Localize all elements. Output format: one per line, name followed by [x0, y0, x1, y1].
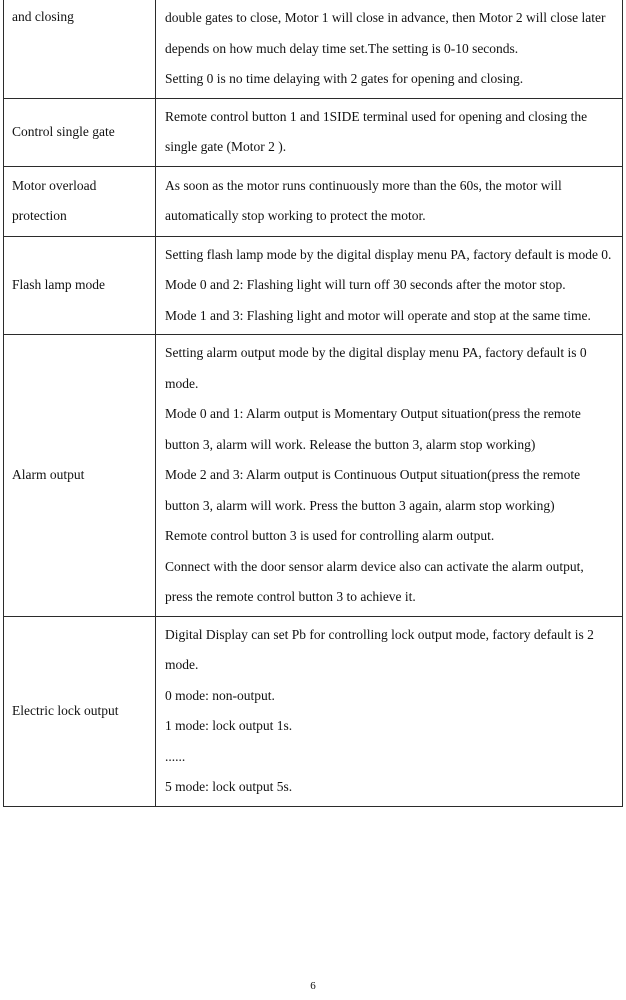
row-content [156, 166, 623, 236]
row-label: Motor overload protection [4, 166, 156, 236]
row-content [156, 616, 623, 806]
table-row [4, 166, 623, 236]
table-row [4, 98, 623, 166]
row-label: and closing [4, 0, 156, 98]
row-content [156, 0, 623, 98]
content-paragraph: Mode 1 and 3: Flashing light and motor will operate and stop at the same time. [165, 307, 591, 323]
row-label: Flash lamp mode [4, 236, 156, 335]
row-label: Electric lock output [4, 616, 156, 806]
table-row [4, 616, 623, 806]
content-paragraph: Mode 0 and 1: Alarm output is Momentary Output situation(press the remote button 3, alarm will work. Release the button 3, alarm stop working) [165, 406, 581, 452]
content-paragraph: double gates to close, Motor 1 will close in advance, then Motor 2 will close later depends on how much delay time set.The setting is 0-10 seconds. [165, 10, 606, 56]
table-row [4, 0, 623, 98]
row-content [156, 335, 623, 617]
content-paragraph: Connect with the door sensor alarm device also can activate the alarm output, press the remote control button 3 to achieve it. [165, 558, 584, 604]
content-paragraph: Mode 0 and 2: Flashing light will turn off 30 seconds after the motor stop. [165, 277, 566, 292]
row-content [156, 98, 623, 166]
content-paragraph: Setting flash lamp mode by the digital display menu PA, factory default is mode 0. [165, 246, 612, 262]
spec-table [3, 0, 623, 807]
content-paragraph: 1 mode: lock output 1s. [165, 718, 293, 733]
content-paragraph: Setting alarm output mode by the digital display menu PA, factory default is 0 mode. [165, 345, 587, 391]
content-paragraph: As soon as the motor runs continuously more than the 60s, the motor will automatically stop working to protect the motor. [165, 177, 562, 223]
row-label: Alarm output [4, 335, 156, 617]
content-paragraph: Digital Display can set Pb for controlling lock output mode, factory default is 2 mode. [165, 626, 594, 672]
row-label: Control single gate [4, 98, 156, 166]
content-paragraph: Mode 2 and 3: Alarm output is Continuous Output situation(press the remote button 3, alarm will work. Press the button 3 again, alarm stop working) [165, 467, 581, 513]
content-paragraph: 0 mode: non-output. [165, 687, 275, 703]
content-paragraph: 5 mode: lock output 5s. [165, 779, 293, 794]
table-row [4, 335, 623, 617]
content-paragraph: ...... [165, 748, 186, 764]
content-paragraph: Remote control button 3 is used for controlling alarm output. [165, 528, 495, 543]
content-paragraph: Remote control button 1 and 1SIDE terminal used for opening and closing the single gate (Motor 2 ). [165, 108, 588, 154]
page-number: 6 [310, 980, 316, 992]
content-paragraph: Setting 0 is no time delaying with 2 gates for opening and closing. [165, 71, 524, 86]
row-content [156, 236, 623, 335]
table-row [4, 236, 623, 335]
